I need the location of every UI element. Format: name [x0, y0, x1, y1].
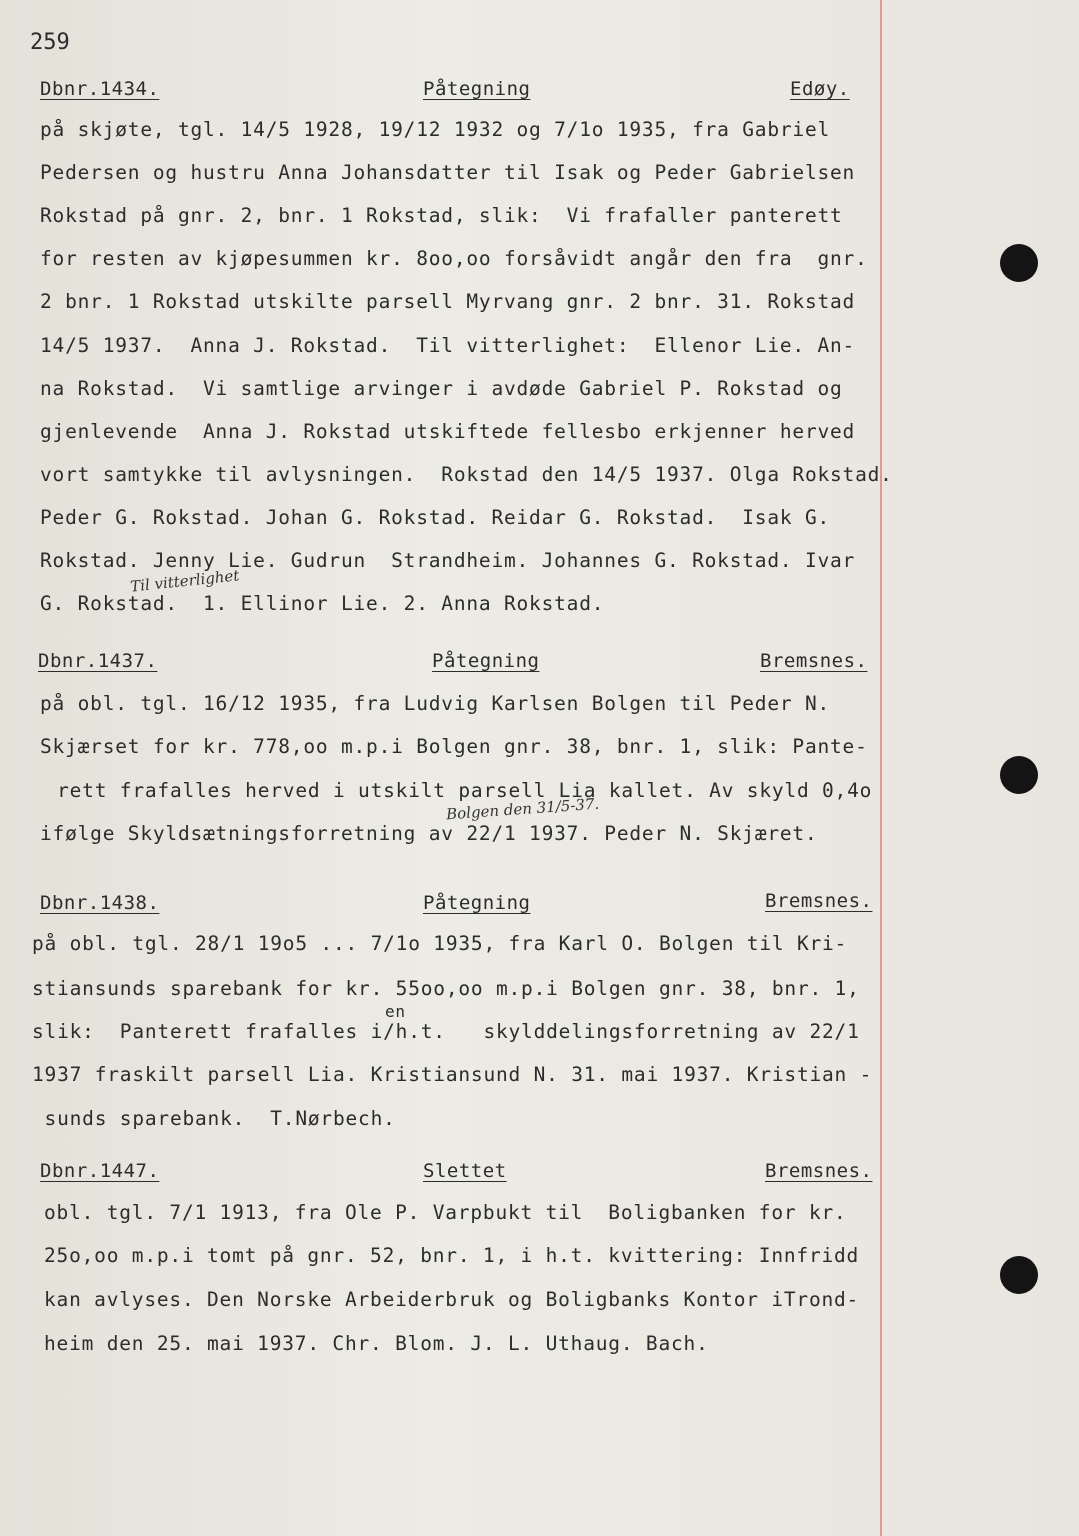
- entry-dbnr: Dbnr.1437.: [38, 650, 158, 672]
- page-number: 259: [30, 30, 70, 55]
- entry-line: 2 bnr. 1 Rokstad utskilte parsell Myrvang gnr. 2 bnr. 31. Rokstad: [40, 290, 856, 313]
- margin-line: [880, 0, 882, 1536]
- insertion-mark: en: [385, 1002, 406, 1021]
- entry-line: rett frafalles herved i utskilt parsell Lia kallet. Av skyld 0,4o: [32, 779, 873, 802]
- entry-line: heim den 25. mai 1937. Chr. Blom. J. L. Uthaug. Bach.: [44, 1332, 709, 1355]
- entry-type: Påtegning: [432, 650, 540, 672]
- punch-hole: [1000, 1256, 1038, 1294]
- punch-hole: [1000, 756, 1038, 794]
- entry-line: 1937 fraskilt parsell Lia. Kristiansund N. 31. mai 1937. Kristian -: [32, 1063, 873, 1086]
- entry-dbnr: Dbnr.1434.: [40, 78, 160, 100]
- entry-line: kan avlyses. Den Norske Arbeiderbruk og Boligbanks Kontor iTrond-: [44, 1288, 860, 1311]
- entry-place: Bremsnes.: [765, 890, 873, 912]
- entry-line: på obl. tgl. 28/1 19o5 ... 7/1o 1935, fra Karl O. Bolgen til Kri-: [32, 932, 848, 955]
- entry-type: Slettet: [423, 1160, 507, 1182]
- entry-line: Rokstad på gnr. 2, bnr. 1 Rokstad, slik: Vi frafaller panterett: [40, 204, 843, 227]
- entry-line: gjenlevende Anna J. Rokstad utskiftede fellesbo erkjenner herved: [40, 420, 856, 443]
- entry-line: stiansunds sparebank for kr. 55oo,oo m.p.i Bolgen gnr. 38, bnr. 1,: [32, 977, 860, 1000]
- entry-line: G. Rokstad. 1. Ellinor Lie. 2. Anna Rokstad.: [40, 592, 605, 615]
- entry-dbnr: Dbnr.1438.: [40, 892, 160, 914]
- entry-line: 25o,oo m.p.i tomt på gnr. 52, bnr. 1, i h.t. kvittering: Innfridd: [44, 1244, 860, 1267]
- entry-line: slik: Panterett frafalles i/h.t. skylddelingsforretning av 22/1: [32, 1020, 860, 1043]
- entry-line: vort samtykke til avlysningen. Rokstad den 14/5 1937. Olga Rokstad.: [40, 463, 893, 486]
- entry-line: na Rokstad. Vi samtlige arvinger i avdøde Gabriel P. Rokstad og: [40, 377, 843, 400]
- entry-line: Skjærset for kr. 778,oo m.p.i Bolgen gnr. 38, bnr. 1, slik: Pante-: [40, 735, 868, 758]
- entry-line: 14/5 1937. Anna J. Rokstad. Til vitterlighet: Ellenor Lie. An-: [40, 334, 856, 357]
- entry-place: Edøy.: [790, 78, 850, 100]
- entry-line: ifølge Skyldsætningsforretning av 22/1 1937. Peder N. Skjæret.: [40, 822, 818, 845]
- entry-line: Rokstad. Jenny Lie. Gudrun Strandheim. Johannes G. Rokstad. Ivar: [40, 549, 856, 572]
- punch-hole: [1000, 244, 1038, 282]
- entry-line: obl. tgl. 7/1 1913, fra Ole P. Varpbukt til Boligbanken for kr.: [44, 1201, 847, 1224]
- entry-place: Bremsnes.: [760, 650, 868, 672]
- handwritten-note: Til vitterlighet: [129, 566, 241, 596]
- entry-type: Påtegning: [423, 892, 531, 914]
- entry-dbnr: Dbnr.1447.: [40, 1160, 160, 1182]
- entry-line: sunds sparebank. T.Nørbech.: [32, 1107, 396, 1130]
- entry-line: på obl. tgl. 16/12 1935, fra Ludvig Karlsen Bolgen til Peder N.: [40, 692, 831, 715]
- entry-type: Påtegning: [423, 78, 531, 100]
- entry-line: på skjøte, tgl. 14/5 1928, 19/12 1932 og 7/1o 1935, fra Gabriel: [40, 118, 831, 141]
- handwritten-note: Bolgen den 31/5-37.: [445, 794, 600, 824]
- entry-place: Bremsnes.: [765, 1160, 873, 1182]
- entry-line: for resten av kjøpesummen kr. 8oo,oo forsåvidt angår den fra gnr.: [40, 247, 868, 270]
- entry-line: Peder G. Rokstad. Johan G. Rokstad. Reidar G. Rokstad. Isak G.: [40, 506, 831, 529]
- entry-line: Pedersen og hustru Anna Johansdatter til Isak og Peder Gabrielsen: [40, 161, 856, 184]
